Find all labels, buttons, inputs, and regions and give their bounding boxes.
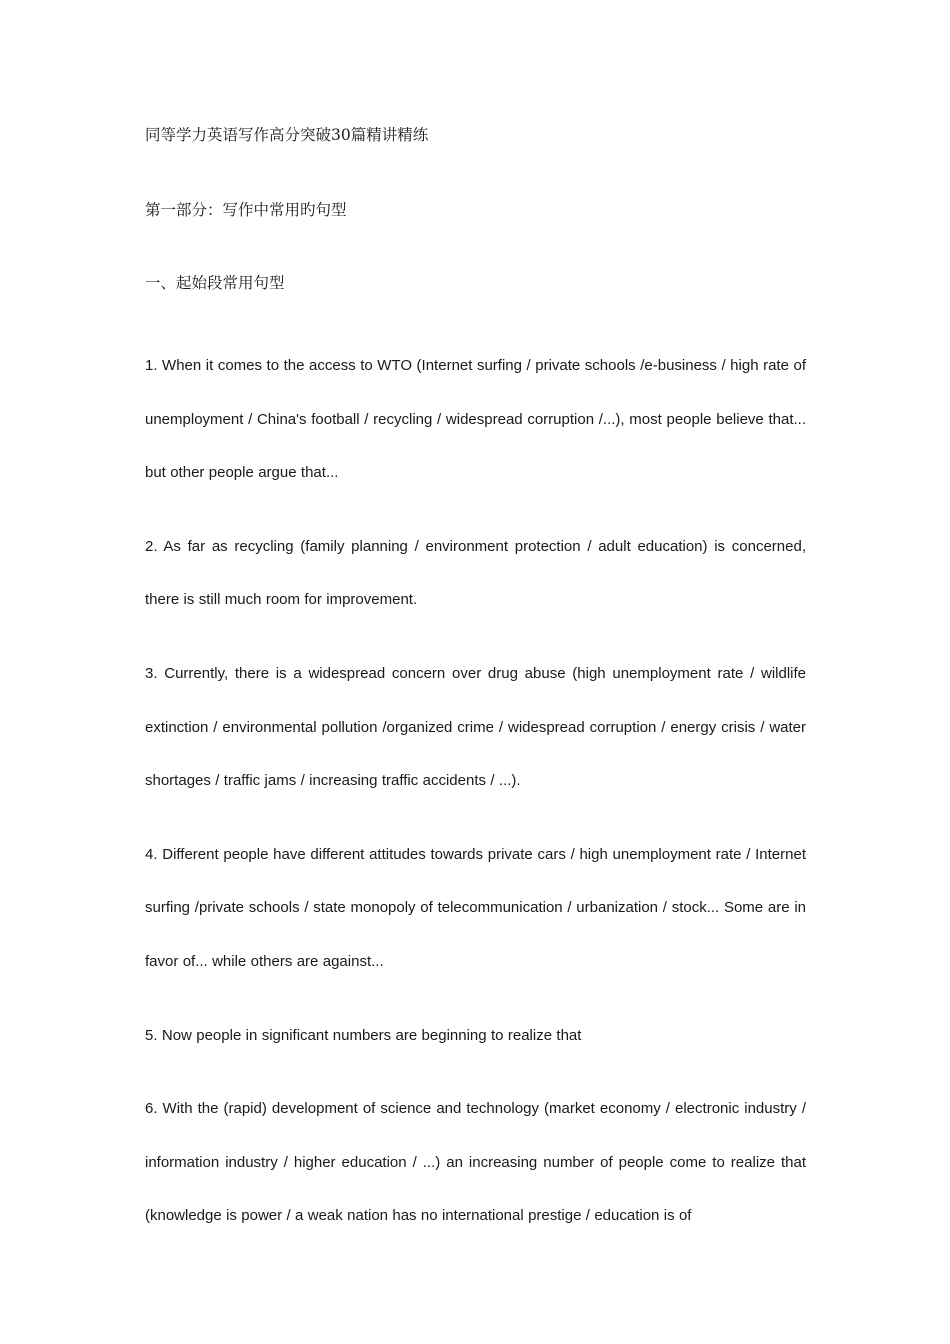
- paragraph-5: 5. Now people in significant numbers are beginning to realize that: [145, 1026, 582, 1044]
- paragraph-3: 3. Currently, there is a widespread concern over drug abuse (high unemployment rate / wildlife extinction / environmental pollution /organized crime / widespread corruption / energy crisis / water shortages / traffic jams / increasing traffic accidents / ...).: [145, 664, 806, 790]
- paragraph-4: 4. Different people have different attitudes towards private cars / high unemployment rate / Internet surfing /private schools / state monopoly of telecommunication / urbanization / stock... Some are in favor of... while others are against...: [145, 845, 806, 970]
- paragraph-2: 2. As far as recycling (family planning / environment protection / adult education) is concerned, there is still much room for improvement.: [145, 537, 806, 609]
- paragraph-1: 1. When it comes to the access to WTO (Internet surfing / private schools /e-business / high rate of unemployment / China's football / recycling / widespread corruption /...), most people believe that... but other people argue that...: [145, 357, 806, 482]
- section-heading: 一、起始段常用句型: [145, 274, 285, 292]
- part-heading: 第一部分：写作中常用旳句型: [145, 201, 347, 219]
- paragraph-6: 6. With the (rapid) development of science and technology (market economy / electronic industry / information industry / higher education / ...) an increasing number of people come to realize that (knowledge is power / a weak nation has no international prestige / education is of: [145, 1100, 806, 1225]
- document-title: 同等学力英语写作高分突破30篇精讲精练: [145, 126, 429, 144]
- document-body: [145, 120, 806, 1243]
